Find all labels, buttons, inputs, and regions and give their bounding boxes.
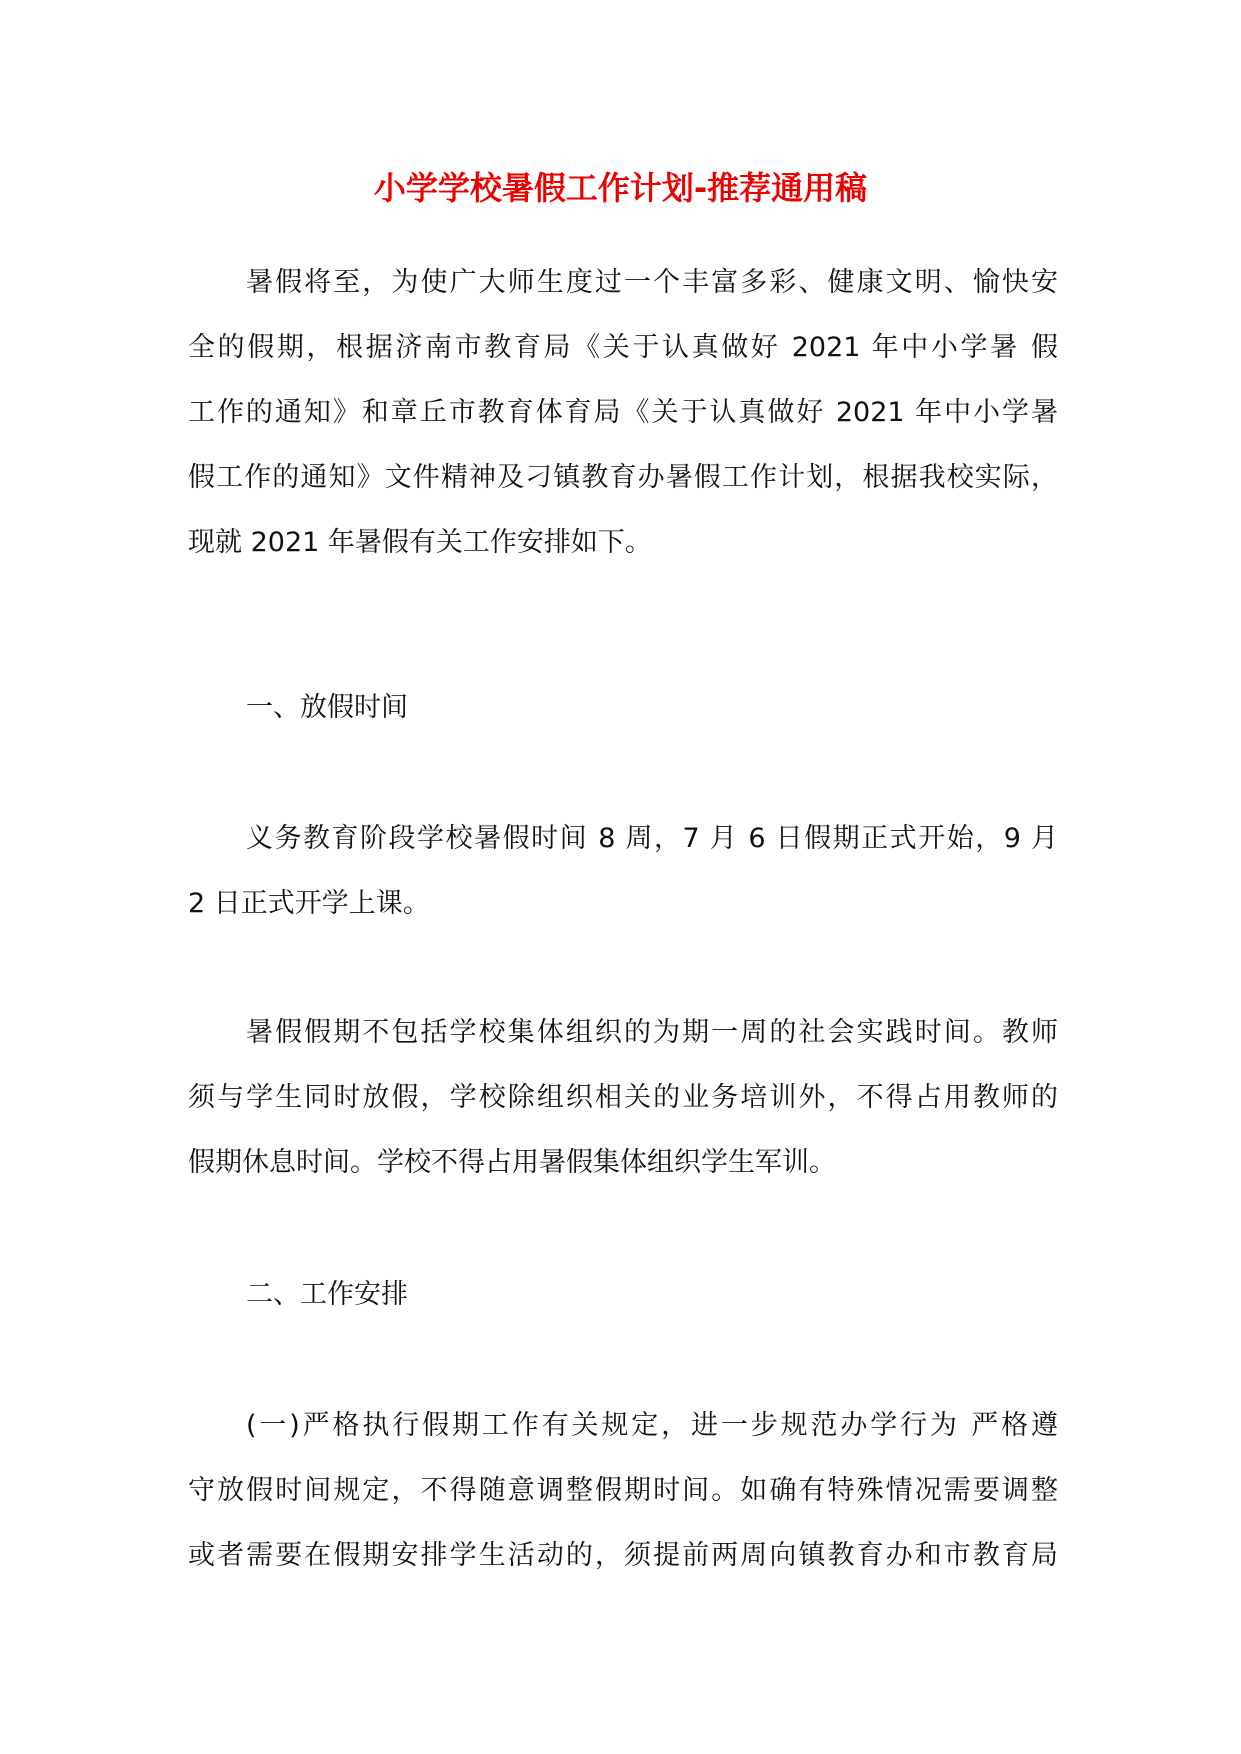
text-line: 须与学生同时放假，学校除组织相关的业务培训外，不得占用教师的 — [188, 1082, 1058, 1113]
heading-text: 二、工作安排 — [246, 1279, 408, 1310]
text-line: 2 日正式开学上课。 — [188, 888, 430, 919]
paragraph-work-arrangement — [188, 1393, 1058, 1588]
text-line: 现就 2021 年暑假有关工作安排如下。 — [188, 527, 652, 558]
text-line: 暑假将至，为使广大师生度过一个丰富多彩、健康文明、愉快安 — [246, 267, 1058, 298]
text-line: (一)严格执行假期工作有关规定，进一步规范办学行为 严格遵 — [246, 1410, 1058, 1441]
text-line: 义务教育阶段学校暑假时间 8 周，7 月 6 日假期正式开始，9 月 — [246, 823, 1058, 854]
paragraph-intro — [188, 250, 1058, 575]
heading-text: 一、放假时间 — [246, 692, 408, 723]
text-line: 假工作的通知》文件精神及刁镇教育办暑假工作计划，根据我校实际， — [188, 462, 1058, 493]
text-line: 暑假假期不包括学校集体组织的为期一周的社会实践时间。教师 — [246, 1017, 1058, 1048]
paragraph-vacation-time — [188, 806, 1058, 936]
text-line: 全的假期，根据济南市教育局《关于认真做好 2021 年中小学暑 假 — [188, 332, 1058, 363]
text-line: 守放假时间规定，不得随意调整假期时间。如确有特殊情况需要调整 — [188, 1475, 1058, 1506]
section-heading-1 — [188, 675, 1058, 740]
text-line: 工作的通知》和章丘市教育体育局《关于认真做好 2021 年中小学暑 — [188, 397, 1058, 428]
paragraph-vacation-rules — [188, 1000, 1058, 1195]
text-line: 或者需要在假期安排学生活动的，须提前两周向镇教育办和市教育局 — [188, 1540, 1058, 1571]
section-heading-2 — [188, 1262, 1058, 1327]
document-title: 小学学校暑假工作计划-推荐通用稿 — [373, 169, 868, 207]
text-line: 假期休息时间。学校不得占用暑假集体组织学生军训。 — [188, 1147, 836, 1178]
